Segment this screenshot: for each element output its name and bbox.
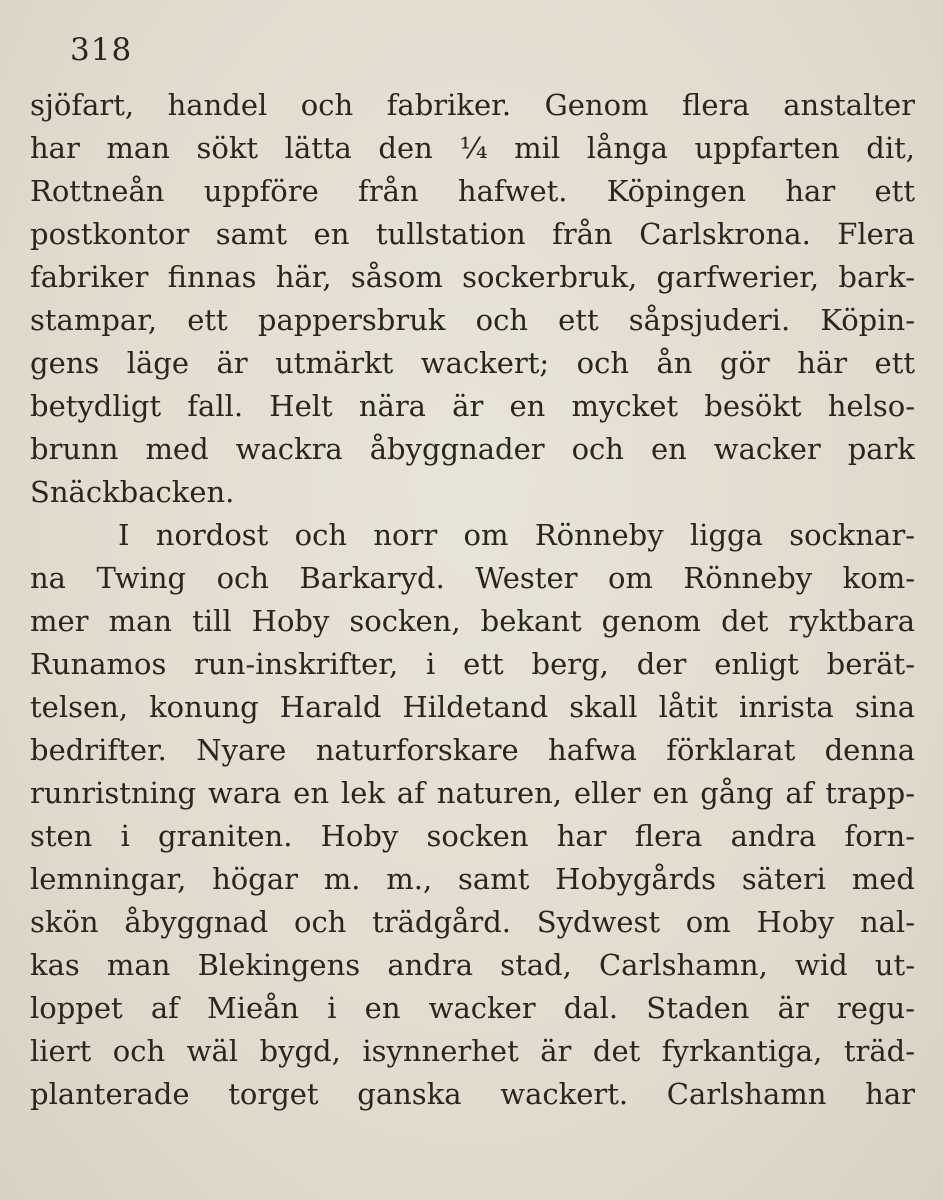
text-line: gens läge är utmärkt wackert; och ån gör här ett [30,346,915,380]
text-line: stampar, ett pappersbruk och ett såpsjuderi. Köpin- [30,303,915,337]
text-line: har man sökt lätta den ¼ mil långa uppfarten dit, [30,131,915,165]
text-line: liert och wäl bygd, isynnerhet är det fyrkantiga, träd- [30,1034,915,1068]
text-line: planterade torget ganska wackert. Carlshamn har [30,1077,915,1111]
text-line: brunn med wackra åbyggnader och en wacker park [30,432,915,466]
page-number: 318 [70,32,133,68]
text-line: Rottneån uppföre från hafwet. Köpingen har ett [30,174,915,208]
text-line: lemningar, högar m. m., samt Hobygårds säteri med [30,862,915,896]
text-line: postkontor samt en tullstation från Carlskrona. Flera [30,217,915,251]
text-line: runristning wara en lek af naturen, eller en gång af trapp- [30,776,915,810]
text-line: na Twing och Barkaryd. Wester om Rönneby kom- [30,561,915,595]
text-line: Runamos run-inskrifter, i ett berg, der enligt berät- [30,647,915,681]
text-line: telsen, konung Harald Hildetand skall låtit inrista sina [30,690,915,724]
text-line: mer man till Hoby socken, bekant genom det ryktbara [30,604,915,638]
text-line: kas man Blekingens andra stad, Carlshamn, wid ut- [30,948,915,982]
text-line: sjöfart, handel och fabriker. Genom flera anstalter [30,88,915,122]
text-line: bedrifter. Nyare naturforskare hafwa förklarat denna [30,733,915,767]
text-line: loppet af Mieån i en wacker dal. Staden är regu- [30,991,915,1025]
paragraph-end-line: Snäckbacken. [30,475,235,509]
page-body-text [30,84,915,1116]
text-line: betydligt fall. Helt nära är en mycket besökt helso- [30,389,915,423]
paragraph-start-line: I nordost och norr om Rönneby ligga socknar- [118,518,915,552]
text-line: skön åbyggnad och trädgård. Sydwest om Hoby nal- [30,905,915,939]
text-line: fabriker finnas här, såsom sockerbruk, garfwerier, bark- [30,260,915,294]
text-line: sten i graniten. Hoby socken har flera andra forn- [30,819,915,853]
